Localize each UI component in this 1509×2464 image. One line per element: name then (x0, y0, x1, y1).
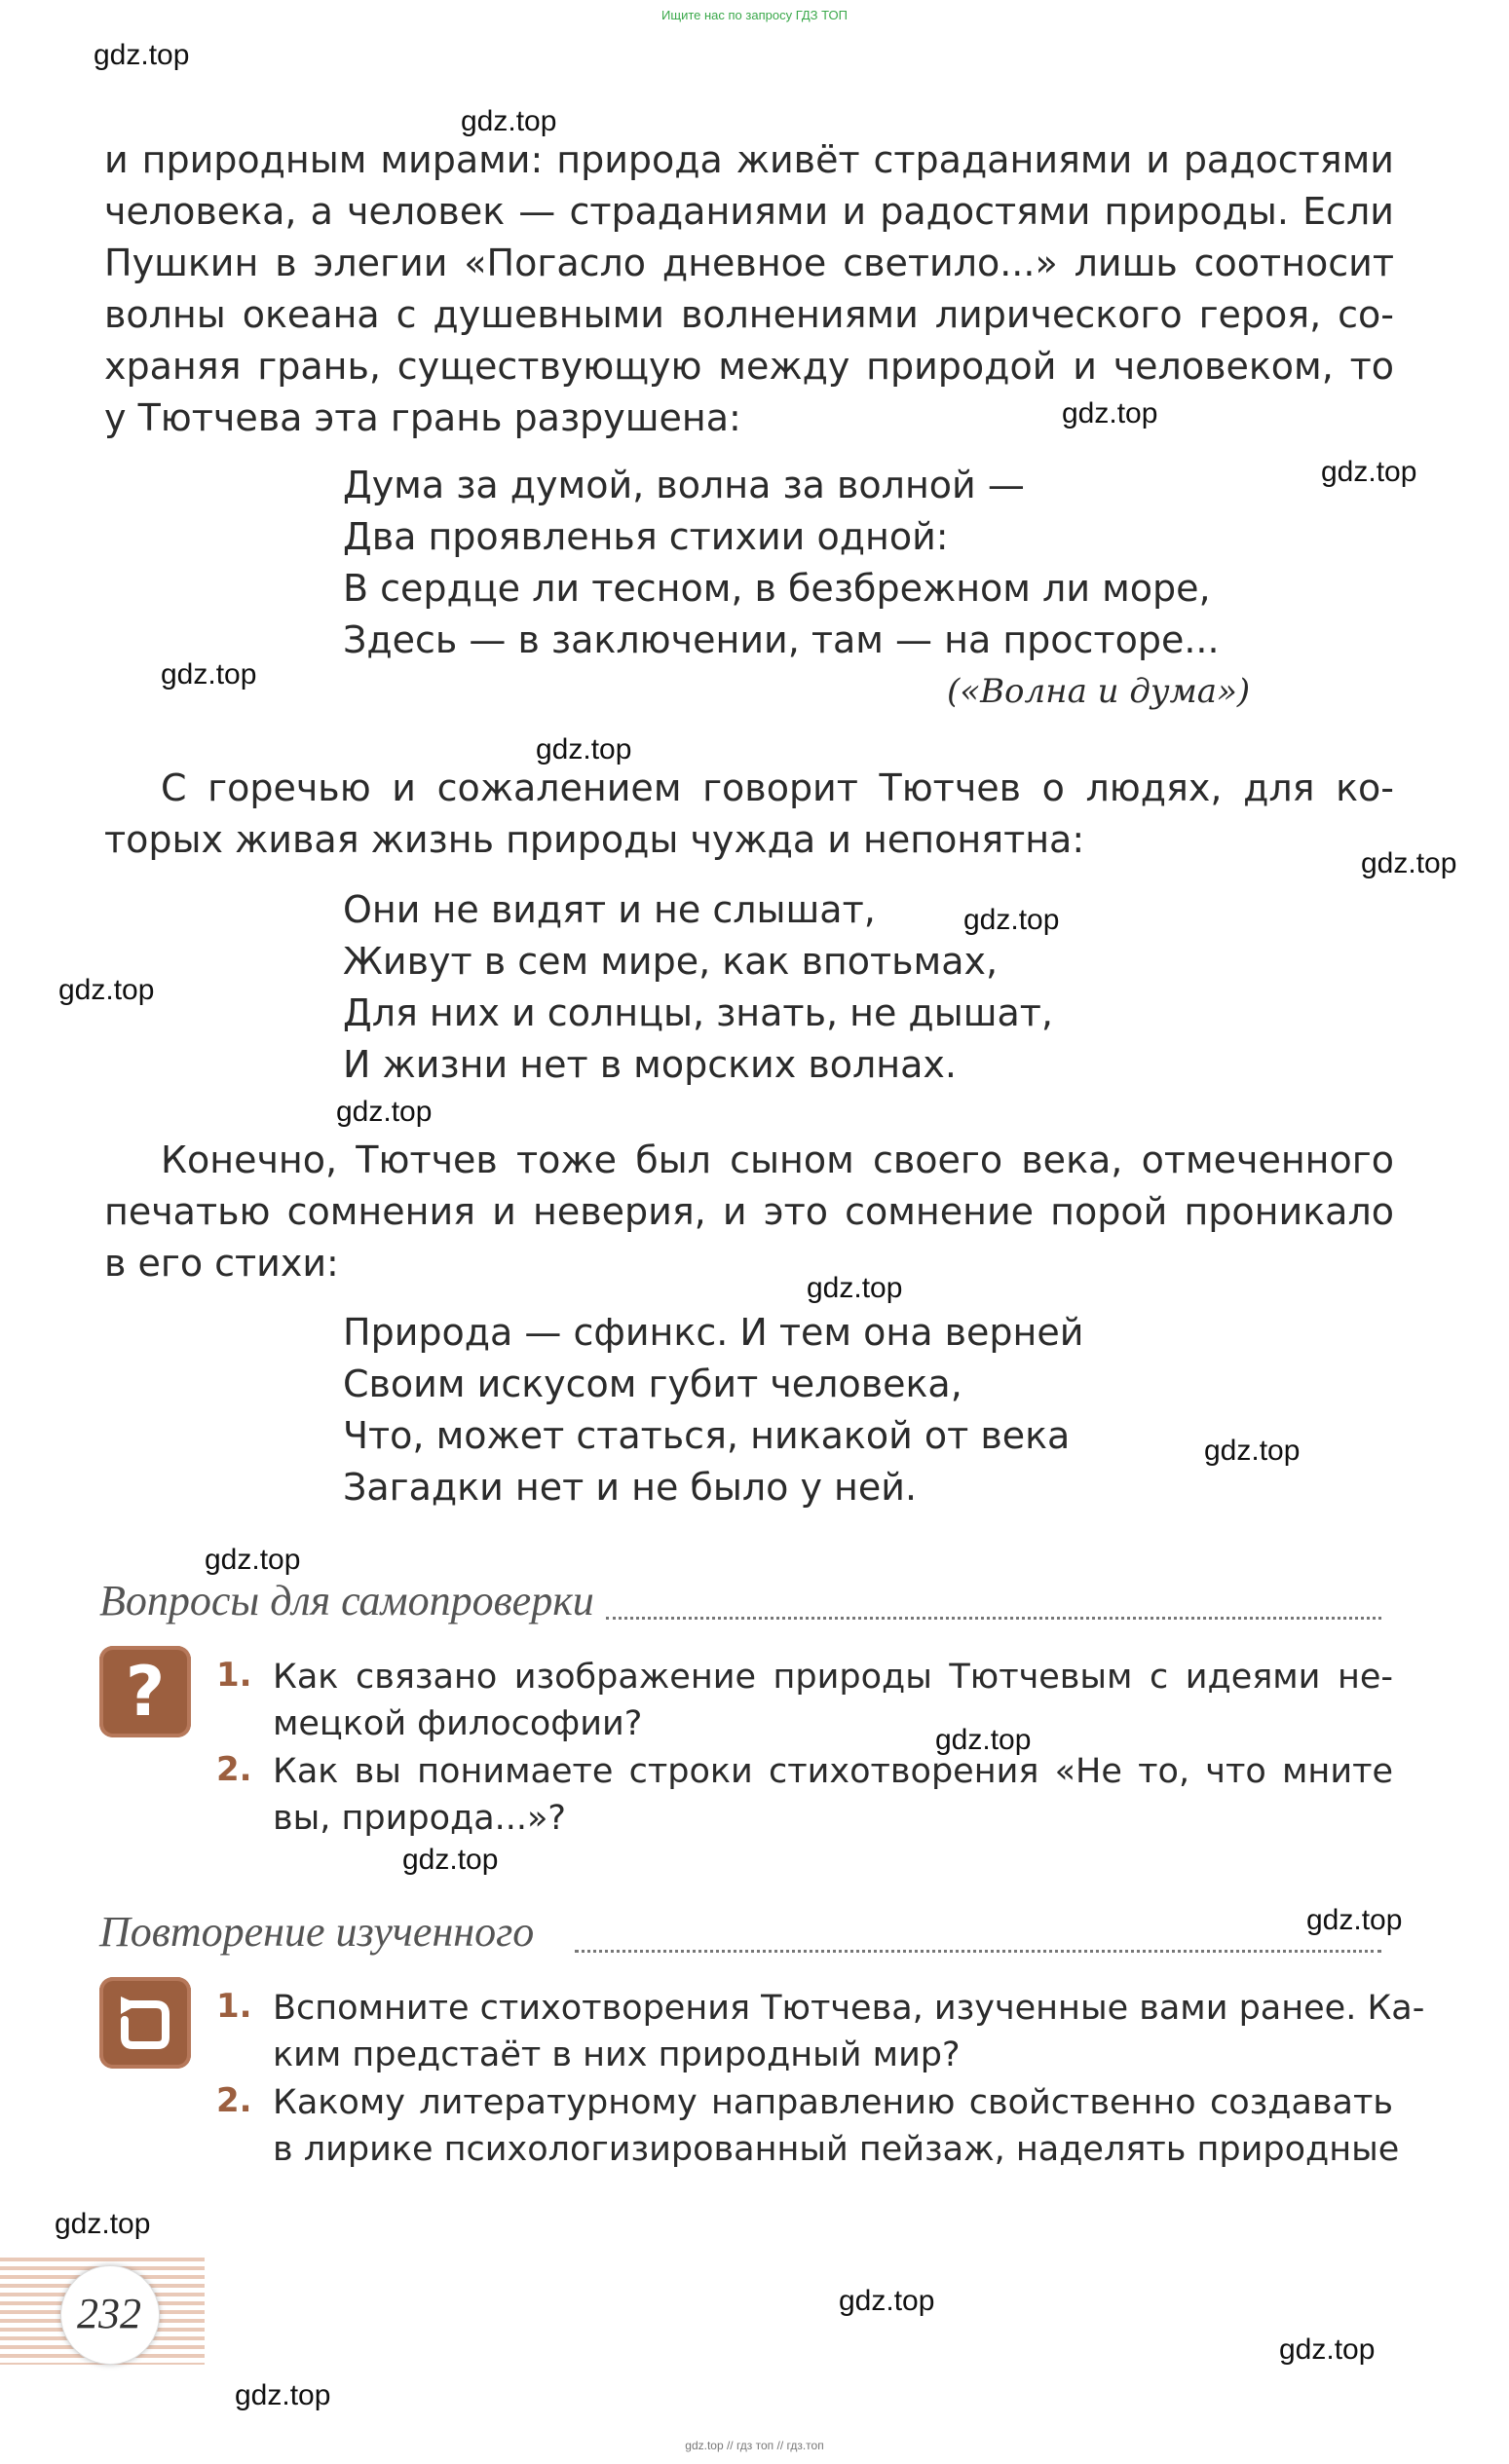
question-text (273, 1985, 1425, 2078)
poem-line: Живут в сем мире, как впотьмах, (343, 940, 999, 983)
question-number: 2. (216, 1750, 252, 1789)
poem-line: Здесь — в заключении, там — на просторе... (343, 618, 1220, 661)
question-number: 1. (216, 1656, 252, 1695)
text-line: Конечно, Тютчев тоже был сыном своего века, отмеченного (161, 1139, 1394, 1181)
question-badge (99, 1646, 191, 1737)
poem-line: Своим искусом губит человека, (343, 1363, 962, 1405)
poem-nature-sphinx (343, 1307, 1083, 1513)
watermark-text: gdz.top (963, 904, 1060, 936)
intro-paragraph (104, 134, 1394, 444)
text-line: мецкой философии? (273, 1704, 643, 1743)
poem-line: Они не видят и не слышат, (343, 888, 876, 931)
watermark-text: gdz.top (1279, 2333, 1376, 2366)
header-note: Ищите нас по запросу ГДЗ ТОП (661, 8, 848, 22)
text-line: волны океана с душевными волнениями лирического героя, со- (104, 293, 1394, 336)
text-line: вы, природа...»? (273, 1799, 567, 1838)
paragraph-bitterness (104, 763, 1394, 866)
section-divider (606, 1617, 1381, 1620)
text-line: и природным мирами: природа живёт страданиями и радостями (104, 138, 1394, 181)
question-text (273, 1654, 1393, 1747)
poem-line: В сердце ли тесном, в безбрежном ли море, (343, 567, 1211, 610)
text-line: храняя грань, существующую между природой и человеком, то (104, 345, 1394, 388)
watermark-text: gdz.top (1062, 397, 1158, 429)
text-line: С горечью и сожалением говорит Тютчев о людях, для ко- (161, 766, 1394, 809)
watermark-text: gdz.top (536, 733, 632, 765)
text-line: Какому литературному направлению свойственно создавать (273, 2083, 1393, 2122)
poem-they-dont-see (343, 884, 1053, 1091)
poem-wave-and-thought (343, 460, 1220, 666)
poem-line: Что, может статься, никакой от века (343, 1414, 1071, 1457)
watermark-text: gdz.top (1204, 1435, 1301, 1467)
text-line: торых живая жизнь природы чужда и непонятна: (104, 818, 1085, 861)
text-line: человека, а человек — страданиями и радостями природы. Если (104, 190, 1394, 233)
text-line: у Тютчева эта грань разрушена: (104, 396, 741, 439)
page-number: 232 (77, 2290, 141, 2337)
watermark-text: gdz.top (55, 2208, 151, 2240)
text-line: ким предстаёт в них природный мир? (273, 2035, 961, 2074)
poem-line: Для них и солнцы, знать, не дышат, (343, 991, 1053, 1034)
watermark-text: gdz.top (935, 1724, 1032, 1756)
footer-note: gdz.top // гдз топ // гдз.топ (685, 2439, 824, 2452)
poem-line: Дума за думой, волна за волной — (343, 464, 1025, 506)
section-title-review: Повторение изученного (99, 1908, 535, 1956)
question-text (273, 2079, 1400, 2173)
text-line: Пушкин в элегии «Погасло дневное светило...» лишь соотносит (104, 242, 1394, 284)
poem-line: Два проявленья стихии одной: (343, 515, 949, 558)
watermark-text: gdz.top (205, 1544, 301, 1576)
watermark-text: gdz.top (1306, 1904, 1403, 1936)
text-line: Как связано изображение природы Тютчевым с идеями не- (273, 1658, 1393, 1697)
section-divider (575, 1950, 1381, 1953)
text-line: в лирике психологизированный пейзаж, наделять природные (273, 2130, 1400, 2169)
question-text (273, 1748, 1393, 1842)
watermark-text: gdz.top (161, 658, 257, 691)
poem-attribution: («Волна и дума») (947, 672, 1251, 711)
text-line: Вспомните стихотворения Тютчева, изученные вами ранее. Ка- (273, 1989, 1425, 2028)
watermark-text: gdz.top (336, 1096, 433, 1128)
text-line: печатью сомнения и неверия, и это сомнение порой проникало (104, 1190, 1394, 1233)
watermark-text: gdz.top (1321, 456, 1417, 488)
watermark-text: gdz.top (461, 105, 557, 137)
poem-line: Загадки нет и не было у ней. (343, 1466, 918, 1509)
watermark-text: gdz.top (807, 1272, 903, 1304)
poem-line: И жизни нет в морских волнах. (343, 1043, 957, 1086)
watermark-text: gdz.top (839, 2285, 935, 2317)
section-title-self-check: Вопросы для самопроверки (99, 1577, 594, 1624)
watermark-text: gdz.top (1361, 847, 1457, 879)
watermark-text: gdz.top (235, 2379, 331, 2411)
question-number: 2. (216, 2081, 252, 2120)
repeat-icon (99, 1977, 191, 2069)
watermark-text: gdz.top (402, 1844, 499, 1876)
question-number: 1. (216, 1987, 252, 2026)
text-line: Как вы понимаете строки стихотворения «Не то, что мните (273, 1752, 1393, 1791)
poem-line: Природа — сфинкс. И тем она верней (343, 1311, 1084, 1354)
text-line: в его стихи: (104, 1242, 339, 1285)
review-badge (99, 1977, 191, 2069)
question-mark-icon: ? (125, 1652, 166, 1732)
watermark-text: gdz.top (94, 39, 190, 71)
paragraph-doubt (104, 1135, 1394, 1289)
watermark-text: gdz.top (58, 974, 155, 1006)
